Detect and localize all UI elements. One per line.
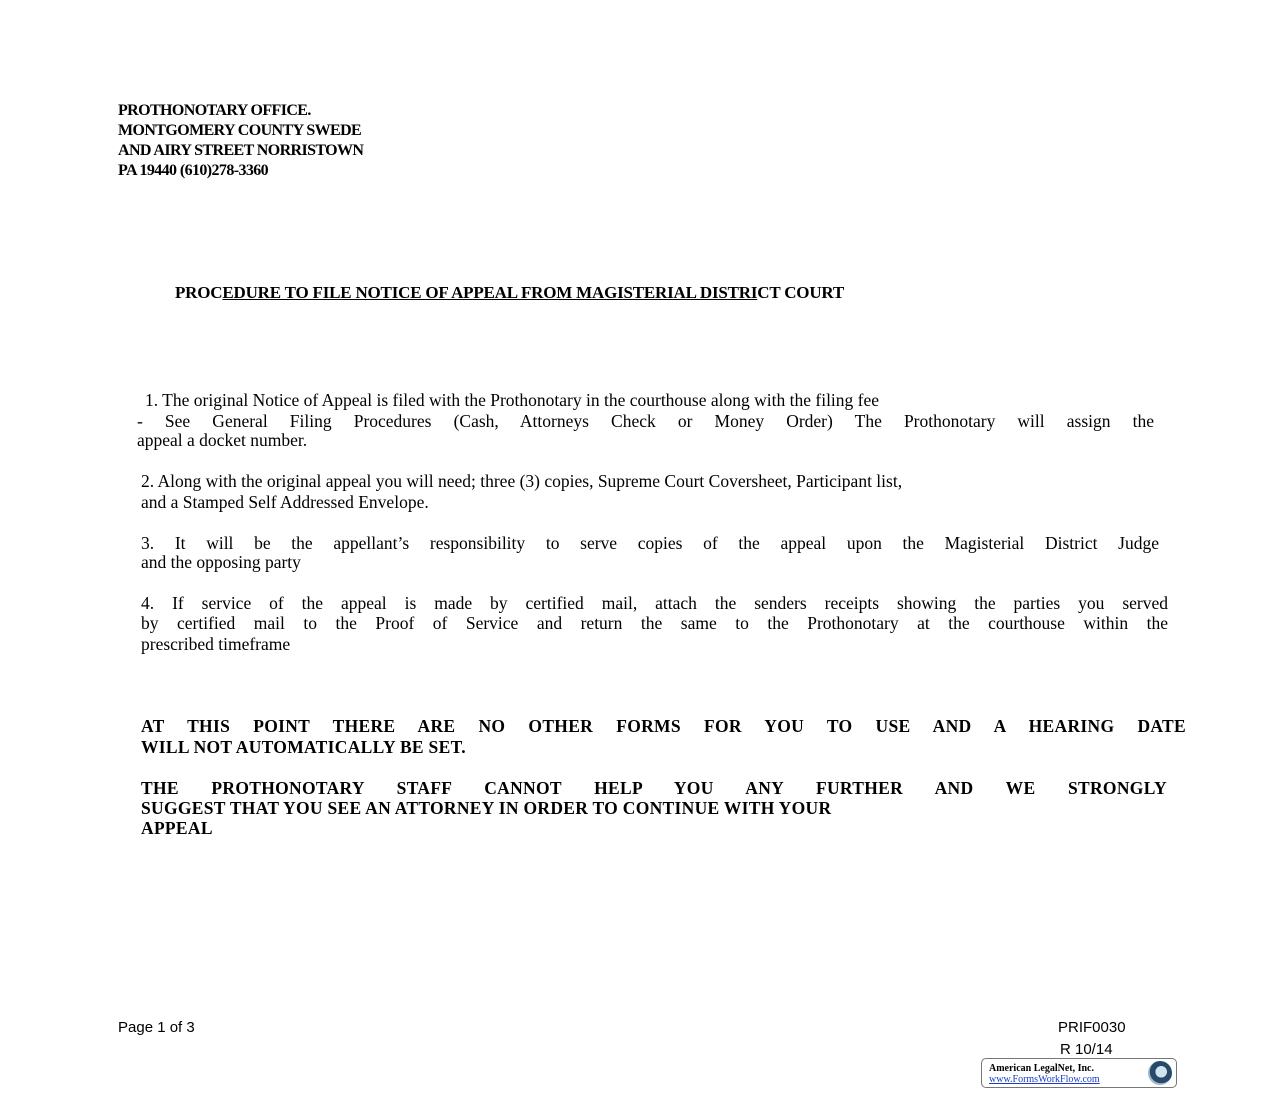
step-4-line: by certified mail to the Proof of Service and return the same to the Prothonotary at the courthouse within the [141,613,1168,633]
page-number: Page 1 of 3 [118,1019,195,1036]
title-part: CT COURT [757,283,845,302]
address-line: PA 19440 (610)278-3360 [118,162,269,179]
office-address [118,101,363,181]
address-line: PROTHONOTARY OFFICE. [118,102,311,119]
step-1-line: 1. The original Notice of Appeal is filed with the Prothonotary in the courthouse along with the filing fee [145,390,880,410]
step-2-line: 2. Along with the original appeal you will need; three (3) copies, Supreme Court Coversheet, Participant list, [141,471,903,491]
american-legalnet-logo[interactable] [981,1058,1177,1088]
step-3-line: and the opposing party [141,552,301,572]
notice-2-line: APPEAL [141,818,213,838]
logo-link[interactable]: www.FormsWorkFlow.com [989,1074,1100,1085]
notice-2-line: SUGGEST THAT YOU SEE AN ATTORNEY IN ORDER TO CONTINUE WITH YOUR [141,798,832,818]
form-revision: R 10/14 [1060,1041,1113,1058]
step-1-line: appeal a docket number. [137,430,308,450]
step-4-line: 4. If service of the appeal is made by certified mail, attach the senders receipts showing the parties you served [141,593,1168,613]
step-1-line: - See General Filing Procedures (Cash, Attorneys Check or Money Order) The Prothonotary will assign the [137,411,1154,431]
page-title [175,283,844,303]
logo-name: American LegalNet, Inc. [989,1063,1094,1074]
notice-1-line: WILL NOT AUTOMATICALLY BE SET. [141,737,466,757]
title-part: PROC [175,283,223,302]
globe-icon [1148,1061,1172,1085]
address-line: MONTGOMERY COUNTY SWEDE [118,122,362,139]
notice-1-line: AT THIS POINT THERE ARE NO OTHER FORMS FOR YOU TO USE AND A HEARING DATE [141,716,1186,736]
step-2-line: and a Stamped Self Addressed Envelope. [141,492,429,512]
step-3-line: 3. It will be the appellant’s responsibility to serve copies of the appeal upon the Magisterial District Judge [141,533,1159,553]
form-id: PRIF0030 [1058,1019,1126,1036]
address-line: AND AIRY STREET NORRISTOWN [118,142,364,159]
step-4-line: prescribed timeframe [141,634,291,654]
title-part-underlined: EDURE TO FILE NOTICE OF APPEAL FROM MAGISTERIAL DISTRI [222,283,758,302]
notice-2-line: THE PROTHONOTARY STAFF CANNOT HELP YOU ANY FURTHER AND WE STRONGLY [141,778,1167,798]
